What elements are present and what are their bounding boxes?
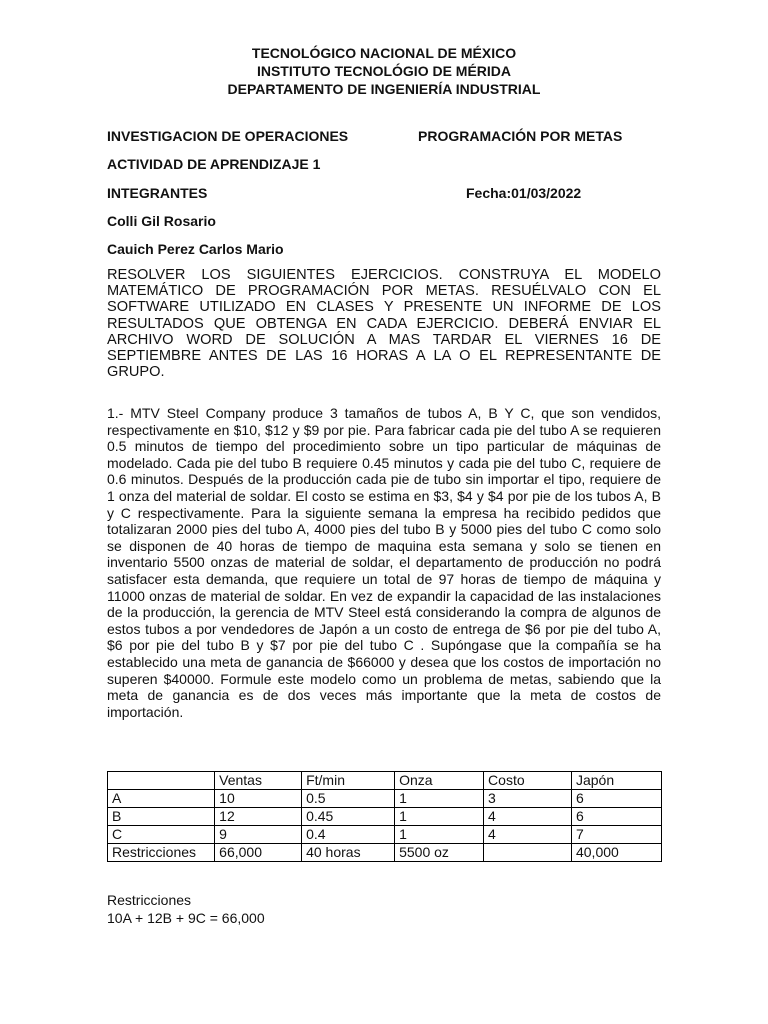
document-date: Fecha:01/03/2022 — [466, 185, 582, 201]
table-cell: 9 — [215, 826, 302, 844]
member-1: Colli Gil Rosario — [107, 213, 216, 229]
member-2: Cauich Perez Carlos Mario — [107, 241, 284, 257]
table-cell: C — [108, 826, 215, 844]
header-line-1: TECNOLÓGICO NACIONAL DE MÉXICO — [251, 45, 517, 61]
table-cell: 0.5 — [302, 790, 395, 808]
table-cell: 0.45 — [302, 808, 395, 826]
problem-paragraph: 1.- MTV Steel Company produce 3 tamaños de tubos A, B Y C, que son vendidos, respectivamente en $10, $12 y $9 por pie. Para fabricar cada pie del tubo A se requieren 0.5 minutos de tiempo del procedimiento sobre un tipo particular de máquinas de modelado. Cada pie del tubo B requiere 0.45 minutos y cada pie del tubo C, requiere de 0.6 minutos. Después de la producción cada pie de tubo sin importar el tipo, requiere de 1 onza del material de soldar. El costo se estima en $3, $4 y $4 por pie de los tubos A, B y C respectivamente. Para la siguiente semana la empresa ha recibido pedidos que totalizaran 2000 pies del tubo A, 4000 pies del tubo B y 5000 pies del tubo C como solo se disponen de 40 horas de tiempo de maquina esta semana y solo se tienen en inventario 5500 onzas de material de soldar, el departamento de producción no podrá satisfacer esta demanda, que requiere un total de 97 horas de tiempo de máquina y 11000 onzas de material de soldar. En vez de expandir la capacidad de las instalaciones de la producción, la gerencia de MTV Steel está considerando la compra de algunos de estos tubos a por vendedores de Japón a un costo de entrega de $6 por pie del tubo A, $6 por pie del tubo B y $7 por pie del tubo C . Supóngase que la compañía se ha establecido una meta de ganancia de $66000 y desea que los costos de importación no superen $40000. Formule este modelo como un problema de metas, sabiendo que la meta de ganancia es de dos veces más importante que la meta de costos de importación. — [107, 405, 661, 720]
table-cell: 1 — [395, 826, 484, 844]
constraint-equation: 10A + 12B + 9C = 66,000 — [107, 910, 265, 926]
table-cell: B — [108, 808, 215, 826]
table-cell: 10 — [215, 790, 302, 808]
activity-title: ACTIVIDAD DE APRENDIZAJE 1 — [107, 156, 321, 172]
table-cell: 12 — [215, 808, 302, 826]
table-cell: 66,000 — [215, 844, 302, 862]
table-cell: 4 — [484, 826, 572, 844]
table-header-cell — [108, 772, 215, 790]
document-header — [0, 44, 768, 98]
table-cell: 6 — [571, 808, 661, 826]
table-cell: 0.4 — [302, 826, 395, 844]
table-cell: 1 — [395, 808, 484, 826]
table-cell: 7 — [571, 826, 661, 844]
header-line-2: INSTITUTO TECNOLÓGIO DE MÉRIDA — [256, 63, 512, 79]
table-row — [108, 826, 662, 844]
table-cell: 40 horas — [302, 844, 395, 862]
constraints-heading: Restricciones — [107, 892, 192, 908]
table-cell: 3 — [484, 790, 572, 808]
course-topic: PROGRAMACIÓN POR METAS — [418, 128, 623, 144]
table-row — [108, 808, 662, 826]
table-cell: 6 — [571, 790, 661, 808]
instructions-paragraph: RESOLVER LOS SIGUIENTES EJERCICIOS. CONSTRUYA EL MODELO MATEMÁTICO DE PROGRAMACIÓN POR METAS. RESUÉLVALO CON EL SOFTWARE UTILIZADO EN CLASES Y PRESENTE UN INFORME DE LOS RESULTADOS QUE OBTENGA EN CADA EJERCICIO. DEBERÁ ENVIAR EL ARCHIVO WORD DE SOLUCIÓN A MAS TARDAR EL VIERNES 16 DE SEPTIEMBRE ANTES DE LAS 16 HORAS A LA O EL REPRESENTANTE DE GRUPO. — [107, 267, 661, 381]
table-row — [108, 844, 662, 862]
data-table — [107, 771, 662, 862]
table-cell: 5500 oz — [395, 844, 484, 862]
table-header-cell: Japón — [571, 772, 661, 790]
table-header-cell: Ft/min — [302, 772, 395, 790]
table-header-cell: Onza — [395, 772, 484, 790]
constraints-section — [107, 891, 265, 927]
table-row — [108, 790, 662, 808]
table-cell — [484, 844, 572, 862]
course-subject: INVESTIGACION DE OPERACIONES — [107, 128, 349, 144]
table-header-row — [108, 772, 662, 790]
table-cell: 1 — [395, 790, 484, 808]
table-cell: A — [108, 790, 215, 808]
members-label: INTEGRANTES — [107, 185, 208, 201]
header-line-3: DEPARTAMENTO DE INGENIERÍA INDUSTRIAL — [227, 81, 541, 97]
table-cell: 4 — [484, 808, 572, 826]
table-header-cell: Ventas — [215, 772, 302, 790]
table-cell: 40,000 — [571, 844, 661, 862]
table-header-cell: Costo — [484, 772, 572, 790]
table-cell: Restricciones — [108, 844, 215, 862]
